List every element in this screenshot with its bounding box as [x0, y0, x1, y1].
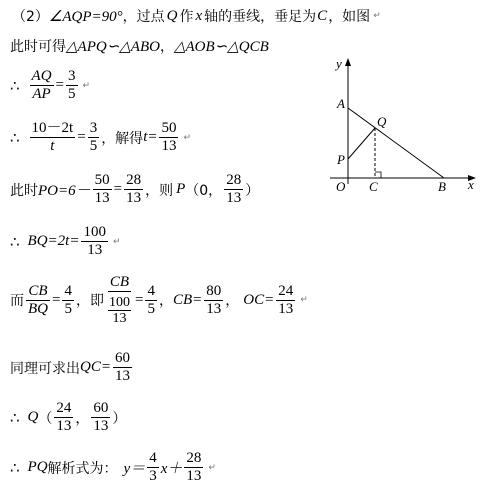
return-mark: ↵ [300, 295, 308, 305]
denominator: 13 [161, 138, 177, 154]
numerator: 100 [108, 295, 130, 310]
denominator: 3 [149, 468, 157, 484]
numerator: CB [28, 282, 48, 299]
fraction-28-13 [184, 450, 203, 485]
numerator: 60 [93, 400, 109, 416]
return-mark: ↵ [208, 462, 216, 473]
bq-expr: BQ=2t= [27, 233, 80, 249]
numerator: 50 [94, 172, 110, 188]
label-x: x [468, 177, 474, 192]
angle-aqp: ∠AQP=90° [48, 8, 123, 25]
label-b: B [438, 179, 446, 194]
similarity-2: △AOB∽△QCB [173, 38, 269, 55]
text: ） [245, 182, 260, 199]
text: 轴的垂线，垂足为 [204, 9, 317, 25]
solution-line-5 [10, 172, 259, 207]
nested-fraction-100-13 [108, 295, 131, 326]
therefore-symbol: ∴ [10, 76, 20, 95]
text: 此时可得 [10, 39, 66, 55]
therefore-symbol: ∴ [10, 458, 20, 477]
therefore-symbol: ∴ [10, 408, 20, 427]
numerator: 10－2t [31, 120, 74, 136]
equals: = [113, 181, 123, 197]
solution-line-4 [10, 120, 191, 155]
return-mark: ↵ [373, 11, 381, 21]
text: ，过点 [122, 9, 165, 25]
denominator: 13 [278, 300, 294, 317]
t-var: t= [143, 129, 158, 145]
numerator: 4 [147, 282, 155, 299]
text: ， [158, 293, 173, 309]
text: ，即 [75, 293, 104, 309]
fraction-50-13 [159, 120, 178, 155]
text: （ [38, 410, 53, 427]
fraction-60-13 [113, 350, 132, 385]
point-q: Q [27, 409, 39, 425]
denominator: 5 [64, 300, 72, 317]
equals: = [52, 291, 61, 308]
text: ，如图 [328, 9, 371, 25]
solution-line-10 [10, 450, 216, 485]
therefore-symbol: ∴ [10, 128, 20, 147]
denominator: 13 [94, 190, 110, 206]
fraction-24-13 [54, 400, 73, 435]
denominator: 13 [226, 190, 242, 206]
numerator: 50 [161, 120, 177, 136]
fraction-cb-bq [26, 283, 50, 318]
fraction-cb-100-13 [106, 274, 133, 326]
denominator: 5 [89, 138, 98, 154]
text: ， [159, 39, 174, 55]
numerator: 60 [114, 350, 130, 366]
solution-line-6 [10, 224, 121, 259]
denominator: t [50, 138, 55, 154]
return-mark: ↵ [82, 80, 91, 91]
numerator: 24 [278, 282, 294, 299]
text: 此时 [10, 182, 38, 199]
oc-expr: OC= [243, 291, 275, 308]
text: 解析式为： [47, 460, 118, 477]
cb-expr: CB= [172, 291, 203, 308]
numerator: 3 [89, 120, 98, 136]
equals: = [134, 291, 144, 308]
solution-line-8 [10, 350, 134, 385]
fraction-4-5 [145, 283, 157, 318]
denominator: 13 [206, 300, 222, 317]
right-angle-mark [375, 172, 381, 178]
solution-line-1 [12, 6, 381, 26]
text: ，解得 [101, 130, 144, 147]
fraction-100-13 [81, 224, 108, 259]
denominator: 13 [114, 368, 130, 384]
y-axis-arrow [345, 58, 351, 66]
fraction-24-13 [276, 283, 295, 318]
qc-expr: QC= [80, 359, 111, 375]
numerator: 28 [126, 172, 142, 188]
pq-label: PQ [27, 459, 48, 475]
text: ） [112, 410, 127, 427]
solution-line-2 [10, 36, 269, 56]
fraction-50-13 [93, 172, 112, 207]
denominator: 13 [112, 311, 127, 326]
text: 同理可求出 [10, 360, 80, 377]
numerator: 100 [83, 224, 106, 240]
therefore-symbol: ∴ [10, 232, 20, 251]
denominator: 13 [126, 190, 142, 206]
denominator: 13 [93, 418, 109, 434]
x-term: x＋ [160, 461, 183, 477]
text: 作 [179, 9, 194, 25]
text: ， [75, 410, 90, 427]
fraction-60-13 [91, 400, 110, 435]
denominator: 13 [56, 418, 72, 434]
denominator: 13 [87, 242, 103, 258]
denominator-fraction [106, 292, 133, 326]
fraction-3-5 [66, 68, 78, 103]
numerator: AQ [31, 68, 52, 84]
numerator: 4 [64, 282, 72, 299]
y-expr: y＝ [123, 461, 146, 477]
text: （0， [185, 182, 223, 199]
numerator: CB [109, 274, 130, 290]
text: 而 [10, 293, 24, 309]
fraction-aq-ap [30, 68, 54, 103]
fraction-80-13 [204, 283, 223, 318]
fraction-4-5 [62, 283, 74, 318]
point-p: P [176, 181, 186, 197]
numerator: 80 [206, 282, 222, 299]
label-y: y [336, 56, 342, 71]
equals: = [55, 77, 65, 93]
text: ，则 [145, 182, 174, 199]
line-pq [348, 128, 375, 159]
x-var: x [195, 7, 203, 24]
numerator: 4 [149, 450, 157, 466]
label-o: O [336, 179, 346, 194]
label-a: A [337, 96, 345, 111]
label-c: C [369, 179, 378, 194]
fraction-3-5 [88, 120, 100, 155]
solution-line-3 [10, 68, 90, 103]
denominator: 5 [68, 86, 76, 102]
similarity-1: △APQ∽△ABO [66, 38, 160, 55]
numerator: 24 [56, 400, 72, 416]
geometry-figure [322, 56, 482, 196]
numerator: 28 [186, 450, 202, 466]
solution-line-9 [10, 400, 126, 435]
text: ， [225, 293, 240, 309]
part-number: （2） [12, 9, 49, 25]
denominator: BQ [28, 300, 48, 317]
label-p: P [337, 152, 345, 167]
numerator: 3 [68, 68, 76, 84]
denominator: AP [32, 86, 51, 102]
fraction-28-13 [224, 172, 243, 207]
numerator: 28 [226, 172, 242, 188]
denominator: 13 [186, 468, 202, 484]
denominator: 5 [147, 300, 155, 317]
return-mark: ↵ [112, 236, 121, 247]
point-c: C [317, 7, 328, 24]
equals: = [77, 129, 86, 145]
fraction-28-13 [124, 172, 143, 207]
return-mark: ↵ [183, 132, 192, 143]
point-q: Q [166, 7, 178, 24]
label-q: Q [377, 114, 387, 129]
solution-line-7 [10, 274, 308, 326]
fraction-10-2t [30, 120, 76, 155]
po-expr: PO=6－ [38, 183, 91, 199]
fraction-4-3 [147, 450, 159, 485]
